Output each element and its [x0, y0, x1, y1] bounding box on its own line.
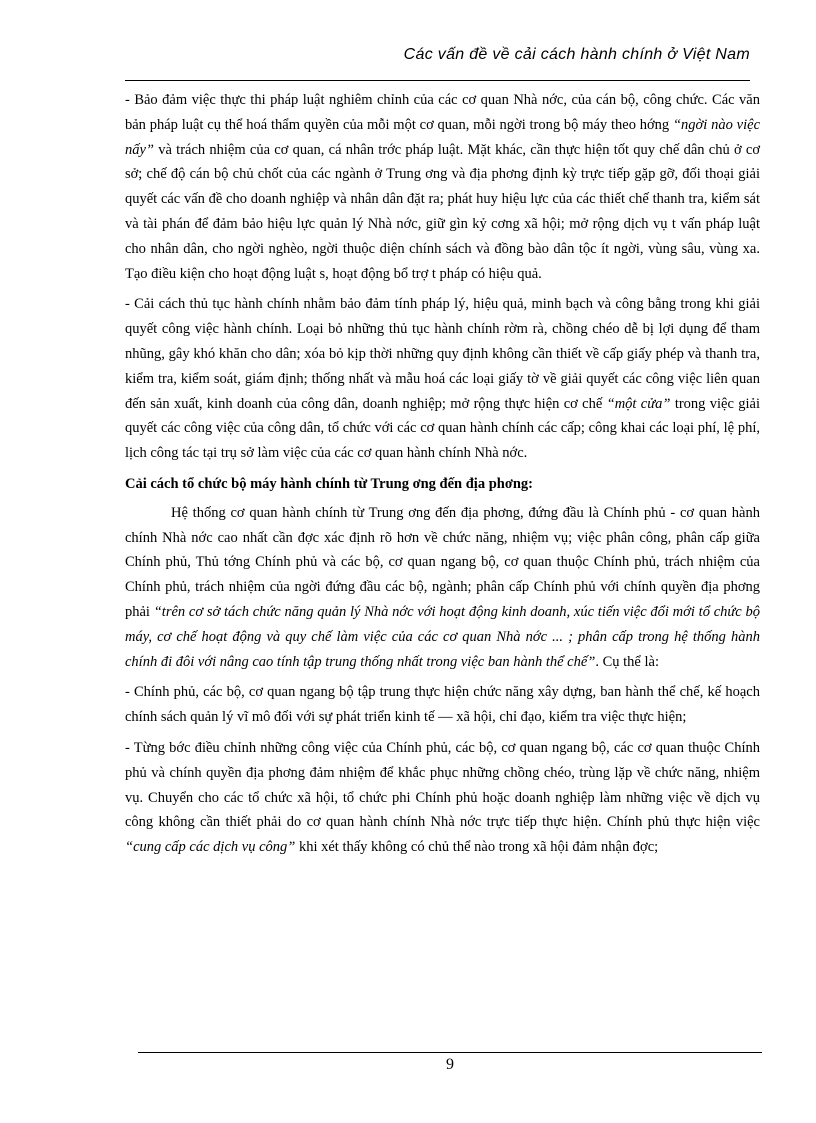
quoted-phrase: “một cửa” — [606, 395, 671, 412]
paragraph-admin-procedures — [125, 292, 760, 466]
paragraph-text: - Từng bớc điều chỉnh những công việc của Chính phủ, các bộ, cơ quan ngang bộ, các cơ quan thuộc Chính phủ và chính quyền địa phơng đảm nhiệm để khắc phục những chồng chéo, trùng lặp về chức năng, nhiệm vụ. Chuyển cho các tổ chức xã hội, tổ chức phi Chính phủ hoặc doanh nghiệp làm những việc về dịch vụ công không cần thiết phải do cơ quan hành chính Nhà nớc trực tiếp thực hiện. Chính phủ thực hiện việc — [125, 739, 760, 831]
paragraph-text: và trách nhiệm của cơ quan, cá nhân trớc pháp luật. Mặt khác, cần thực hiện tốt quy chế dân chủ ở cơ sở; chế độ cán bộ chủ chốt của các ngành ở Trung ơng và địa phơng định kỳ trực tiếp gặp gỡ, đối thoại giải quyết các vấn đề cho doanh nghiệp và nhân dân đặt ra; phát huy hiệu lực của các thiết chế thanh tra, kiểm sát và tài phán để đảm bảo hiệu lực quản lý Nhà nớc, giữ gìn kỷ cơng xã hội; mở rộng dịch vụ t vấn pháp luật cho nhân dân, cho ngời nghèo, ngời thuộc diện chính sách và đồng bào dân tộc ít ngời, vùng sâu, vùng xa. Tạo điều kiện cho hoạt động luật s, hoạt động bổ trợ t pháp có hiệu quả. — [125, 141, 760, 282]
page-header-title: Các vấn đề về cải cách hành chính ở Việt Nam — [403, 46, 750, 63]
quoted-phrase: “ngời nào việc nấy” — [125, 116, 760, 158]
paragraph-government-system — [125, 501, 760, 675]
section-heading: Cải cách tổ chức bộ máy hành chính từ Trung ơng đến địa phơng: — [125, 475, 533, 492]
page-body — [125, 88, 760, 866]
paragraph-ministries: - Chính phủ, các bộ, cơ quan ngang bộ tập trung thực hiện chức năng xây dựng, ban hành thể chế, kế hoạch chính sách quản lý vĩ mô đối với sự phát triển kinh tế — xã hội, chỉ đạo, kiểm tra việc thực hiện; — [125, 684, 760, 726]
footer-divider — [138, 1052, 762, 1053]
header-divider — [125, 80, 750, 81]
paragraph-text: khi xét thấy không có chủ thể nào trong xã hội đảm nhận đợc; — [298, 839, 659, 856]
paragraph-adjustment — [125, 736, 760, 860]
paragraph-text: - Bảo đảm việc thực thi pháp luật nghiêm chỉnh của các cơ quan Nhà nớc, của cán bộ, công chức. Các văn bản pháp luật cụ thể hoá thẩm quyền của mỗi một cơ quan, mỗi ngời trong bộ máy theo hớng — [125, 92, 760, 133]
quoted-phrase: “cung cấp các dịch vụ công” — [125, 839, 296, 856]
paragraph-text: - Cải cách thủ tục hành chính nhằm bảo đảm tính pháp lý, hiệu quả, minh bạch và công bằng trong khi giải quyết công việc hành chính. Loại bỏ những thủ tục hành chính rờm rà, chồng chéo dễ bị lợi dụng để tham nhũng, gây khó khăn cho dân; xóa bỏ kịp thời những quy định không cần thiết về cấp giấy phép và thanh tra, kiểm tra, kiểm soát, giám định; thống nhất và mẫu hoá các loại giấy tờ về giải quyết các công việc liên quan đến sản xuất, kinh doanh của công dân, doanh nghiệp; mở rộng thực hiện cơ chế — [125, 296, 760, 412]
paragraph-text: trong việc giải quyết các công việc của công dân, tổ chức với các cơ quan hành chính các cấp; công khai các loại phí, lệ phí, lịch công tác tại trụ sở làm việc của các cơ quan hành chính Nhà nớc. — [125, 395, 760, 462]
quoted-phrase: “trên cơ sở tách chức năng quản lý Nhà nớc với hoạt động kinh doanh, xúc tiến việc đổi mới tổ chức bộ máy, cơ chế hoạt động và quy chế làm việc của các cơ quan Nhà nớc ... ; phân cấp trong hệ thống hành chính đi đôi với nâng cao tính tập trung thống nhất trong việc ban hành thể chế” — [125, 603, 760, 670]
paragraph-text: . Cụ thể là: — [595, 653, 659, 670]
paragraph-text: Hệ thống cơ quan hành chính từ Trung ơng đến địa phơng, đứng đầu là Chính phủ - cơ quan hành chính Nhà nớc cao nhất cần đợc xác định rõ hơn về chức năng, nhiệm vụ; việc phân công, phân cấp giữa Chính phủ, Thủ tớng Chính phủ và các bộ, cơ quan ngang bộ, cơ quan thuộc Chính phủ, trách nhiệm của Chính phủ, trách nhiệm của ngời đứng đầu các bộ, ngành; phân cấp Chính phủ với chính quyền địa phơng phải — [125, 504, 760, 620]
page-number: 9 — [446, 1056, 454, 1073]
paragraph-law-enforcement — [125, 88, 760, 286]
